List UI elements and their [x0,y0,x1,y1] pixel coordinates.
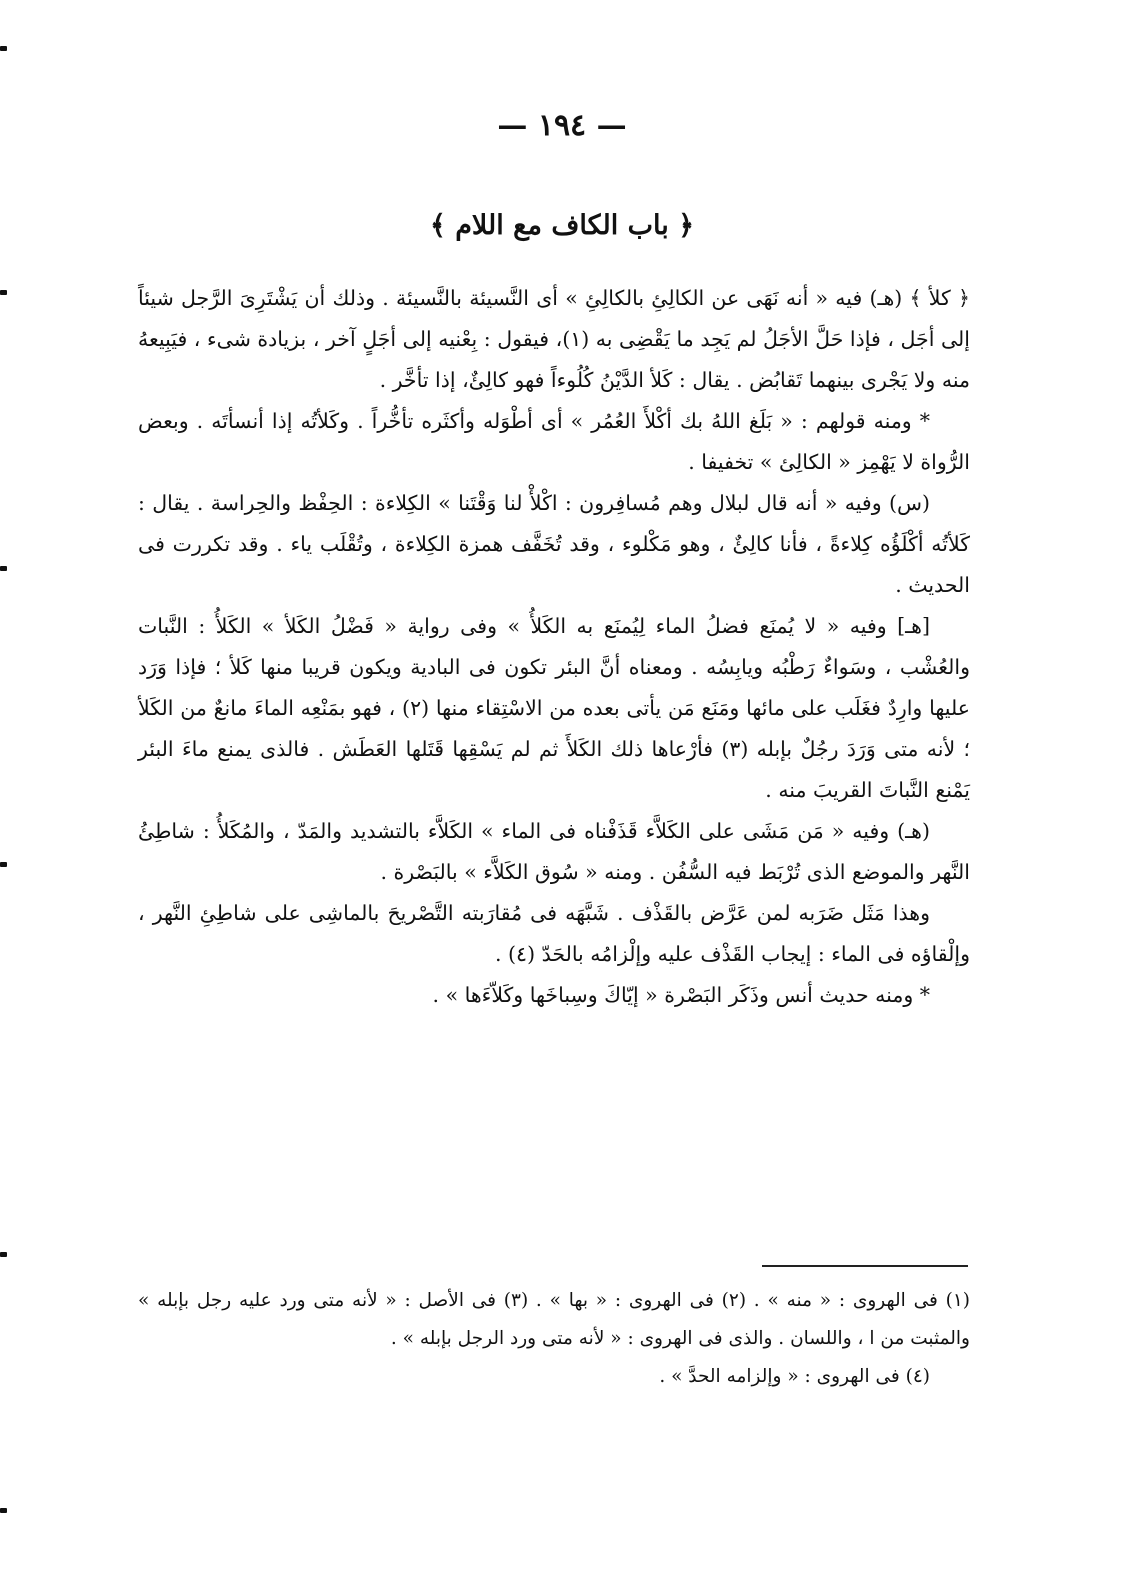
scan-edge-mark [0,1252,7,1257]
scan-edge-mark [0,862,7,867]
paragraph: [هـ] وفيه « لا يُمنَع فضلُ الماء لِيُمنَع به الكَلأُ » وفى رواية « فَضْلُ الكَلأ » الكَلأُ : النَّبات والعُشْب ، وسَواءٌ رَطْبُه ويابِسُه . ومعناه أنَّ البئر تكون فى البادية ويكون قريبا منها كَلأ ؛ فإذا وَرَد عليها وارِدٌ فغَلَب على مائها ومَنَع مَن يأتى بعده من الاسْتِقاء منها (٢) ، فهو بمَنْعِه الماءَ مانعٌ من الكَلأ ؛ لأنه متى وَرَدَ رجُلٌ بإبله (٣) فأرْعاها ذلك الكَلأَ ثم لم يَسْقِها قَتَلها العَطَش . فالذى يمنع ماءَ البئر يَمْنع النَّباتَ القريبَ منه . [138,614,971,802]
scan-edge-mark [0,566,7,571]
footnotes [138,1282,970,1396]
scan-edge-mark [0,46,7,51]
scan-edge-mark [0,1508,7,1513]
scan-edge-mark [0,290,7,295]
paragraph: وهذا مَثَل ضَرَبه لمن عَرَّض بالقَذْف . شَبَّهَه فى مُقارَبته التَّصْريحَ بالماشِى على شاطِئِ النَّهر ، وإلْقاؤه فى الماء : إيجاب القَذْف عليه وإلْزامُه بالحَدّ (٤) . [138,901,970,966]
paragraph: (س) وفيه « أنه قال لبلال وهم مُسافِرون : اكْلأْ لنا وَقْتَنا » الكِلاءة : الحِفْظ والحِراسة . يقال : كَلأتُه أكْلَؤُه كِلاءةً ، فأنا كالِئٌ ، وهو مَكْلوء ، وقد تُخَفَّف همزة الكِلاءة ، وتُقْلَب ياء . وقد تكررت فى الحديث . [138,491,970,597]
paragraph: * ومنه حديث أنس وذَكَر البَصْرة « إيّاكَ وسِباخَها وكَلاّءَها » . [432,983,930,1007]
main-text [138,278,970,1016]
paragraph: ﴿ كلأ ﴾ (هـ) فيه « أنه نَهَى عن الكالِئِ بالكالِئِ » أى النَّسيئة بالنَّسيئة . وذلك أن يَشْتَرِىَ الرَّجل شيئاً إلى أجَل ، فإذا حَلَّ الأجَلُ لم يَجِد ما يَقْضِى به (١)، فيقول : بِعْنيه إلى أجَلٍ آخر ، بزيادة شىء ، فيَبِيعهُ منه ولا يَجْرى بينهما تَقابُض . يقال : كَلأ الدَّيْنُ كُلُوءاً فهو كالِئٌ، إذا تأخَّر . [138,286,970,392]
paragraph: (هـ) وفيه « مَن مَشَى على الكَلاَّء قَذَفْناه فى الماء » الكَلاَّء بالتشديد والمَدّ ، والمُكَلأُ : شاطِئُ النَّهر والموضع الذى تُرْبَط فيه السُّفُن . ومنه « سُوق الكَلاَّء » بالبَصْرة . [138,819,970,884]
paragraph: * ومنه قولهم : « بَلَغ اللهُ بك أكْلأَ العُمُر » أى أطْوَله وأكثَره تأخُّراً . وكَلأتُه إذا أنسأتَه . وبعض الرُّواة لا يَهْمِز « الكالِئ » تخفيفا . [138,409,970,474]
footnote: (٤) فى الهروى : « وإلزامه الحدَّ » . [659,1366,930,1387]
footnote: (١) فى الهروى : « منه » . (٢) فى الهروى : « بها » . (٣) فى الأصل : « لأنه متى ورد عليه رجل بإبله » والمثبت من ا ، واللسان . والذى فى الهروى : « لأنه متى ورد الرجل بإبله » . [138,1290,970,1349]
chapter-title: ﴿ باب الكاف مع اللام ﴾ [429,210,695,241]
footnote-divider [762,1265,968,1267]
page-number: — ١٩٤ — [497,108,627,143]
